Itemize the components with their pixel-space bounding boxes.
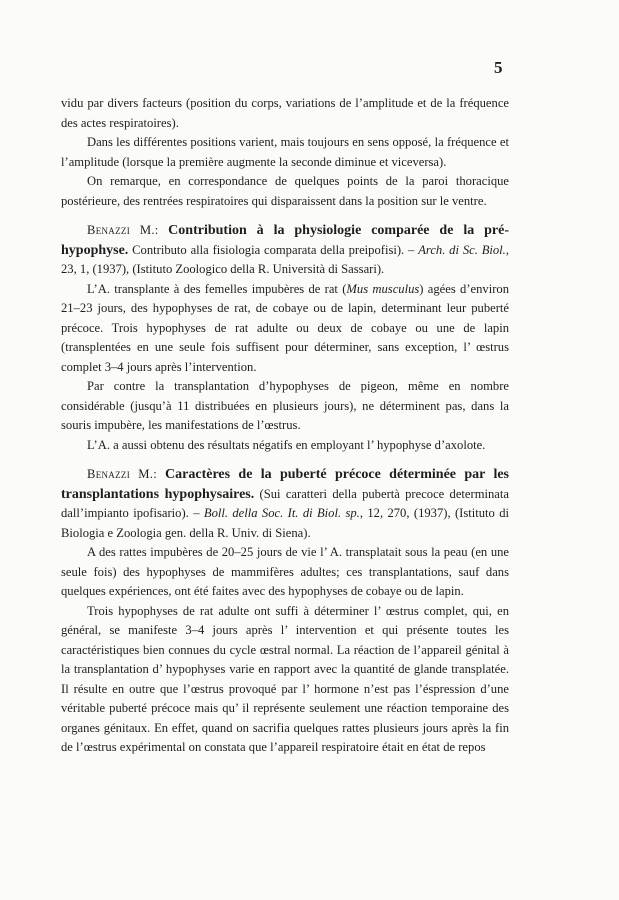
reference-2-paragraph-1: A des rattes impubères de 20–25 jours de vie l’ A. transplatait sous la peau (en une seule fois) des hypophyses de mammifères adultes; ces transplantations, sauf dans quelques expériences, ont été faites avec des hypophyses de cobaye ou de lapin. <box>61 545 509 598</box>
reference-1-header <box>61 221 509 280</box>
reference-2-header <box>61 465 509 543</box>
reference-1-paragraph-3: L’A. a aussi obtenu des résultats négatifs en employant l’ hypophyse d’axolote. <box>87 437 486 452</box>
reference-2-author: Benazzi M.: <box>87 467 158 481</box>
reference-1-title: Contribution à la physiologie comparée de la pré-hypophyse. <box>61 223 509 258</box>
page-number: 5 <box>494 58 503 77</box>
reference-2-title: Caractères de la puberté précoce déterminée par les transplantations hypophysaires. <box>61 467 509 502</box>
intro-paragraph-1: vidu par divers facteurs (position du corps, variations de l’amplitude et de la fréquence des actes respiratoires). <box>61 96 509 130</box>
reference-1-italian-title: Contributo alla fisiologia comparata della preipofisi). – <box>132 242 415 257</box>
reference-2-journal: Boll. della Soc. It. di Biol. sp., <box>203 506 363 520</box>
intro-paragraph-3: On remarque, en correspondance de quelques points de la paroi thoracique postérieure, des rentrées respiratoires qui disparaissent dans la position sur le ventre. <box>61 174 509 208</box>
reference-1-author: Benazzi M.: <box>87 223 159 237</box>
species-name: Mus musculus <box>346 281 420 296</box>
reference-2-citation: 12, 270, (1937), (Istituto di Biologia e Zoologia gen. della R. Univ. di Siena). <box>61 506 509 540</box>
reference-2-paragraph-2: Trois hypophyses de rat adulte ont suffi à déterminer l’ œstrus complet, qui, en général, se manifeste 3–4 jours après l’ intervention et qui présente toutes les caractéristiques bien connues du cycle œstral normal. La réaction de l’appareil génital à la transplantation d’ hypophyses varie en rapport avec la quantité de glande transplatée. Il résulte en outre que l’œstrus provoqué par l’ hormone n’est pas l’éspression d’une véritable puberté précoce mais qu’ il représente seulement une réaction temporaine des organes génitaux. En effet, quand on sacrifia quelques rattes plusieurs jours après la fin de l’œstrus expérimental on constata que l’appareil respiratoire était en état de repos <box>61 603 509 754</box>
intro-paragraph-2: Dans les différentes positions varient, mais toujours en sens opposé, la fréquence et l’amplitude (lorsque la première augmente la seconde diminue et viceversa). <box>61 135 509 169</box>
reference-1-paragraph-1-end: ) agées d’environ 21–23 jours, des hypophyses de rat, de cobaye ou de lapin, determinant leur puberté précoce. Trois hypophyses de rat adulte ou deux de cobaye ou une de lapin (transplentées en une seule fois suffisent pour déterminer, sans exception, l’ œstrus complet 3–4 jours après l’intervention. <box>61 281 509 374</box>
reference-1-paragraph-1 <box>61 280 509 378</box>
reference-1-citation: 23, 1, (1937), (Istituto Zoologico della R. Università di Sassari). <box>61 262 385 276</box>
reference-1-journal: Arch. di Sc. Biol., <box>418 242 509 257</box>
reference-2-italian-title: (Sui caratteri della pubertà precoce determinata dall’impianto ipofisario). – <box>61 486 509 520</box>
reference-1-paragraph-1-start: L’A. transplante à des femelles impubères de rat ( <box>87 281 347 296</box>
reference-1-paragraph-2: Par contre la transplantation d’hypophyses de pigeon, même en nombre considérable (jusqu’à 11 distribuées en plusieurs jours), ne déterminent pas, dans la souris impubère, les manifestations de l’œstrus. <box>61 379 509 432</box>
page-body <box>61 94 509 758</box>
